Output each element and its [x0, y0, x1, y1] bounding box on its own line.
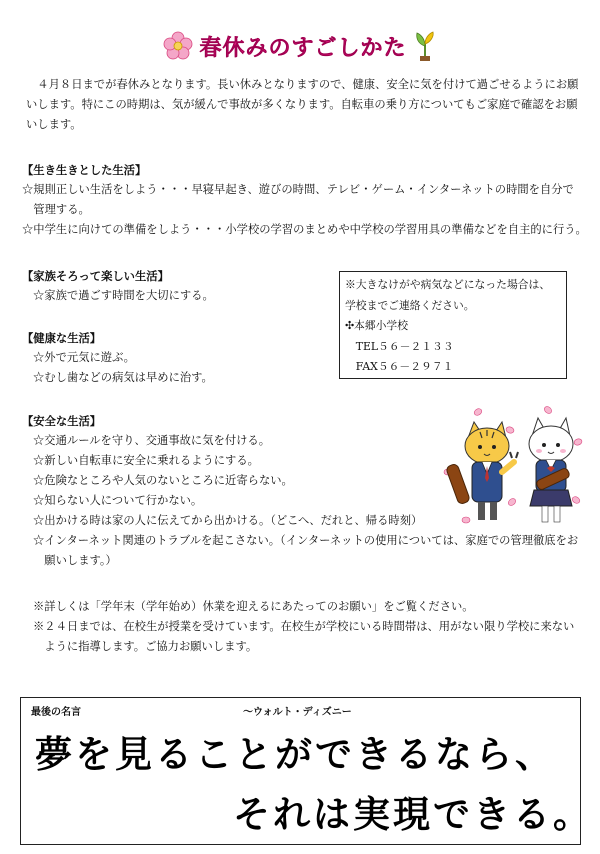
intro-line: いします。 — [26, 118, 82, 131]
quote-line-2: それは実現できる。 — [233, 792, 593, 836]
contact-box — [339, 271, 567, 379]
section-line: ☆交通ルールを守り、交通事故に気を付ける。 — [33, 434, 271, 447]
flower-icon — [162, 30, 194, 62]
intro-line: ４月８日までが春休みとなります。長い休みとなりますので、健康、安全に気を付けて過ごせるようにお願 — [26, 78, 579, 91]
note-line: ※２４日までは、在校生が授業を受けています。在校生が学校にいる時間帯は、用がない限り学校に来ない — [33, 620, 575, 633]
section-lively-life — [22, 160, 587, 240]
section-line: ☆むし歯などの病気は早めに治す。 — [33, 371, 213, 384]
page-title: 春休みのすごしかた — [199, 35, 407, 61]
note-line: ように指導します。ご協力お願いします。 — [33, 640, 258, 653]
sprout-icon — [412, 30, 438, 62]
section-line: ☆知らない人について行かない。 — [33, 494, 203, 507]
note-line: ※詳しくは「学年末（学年始め）休業を迎えるにあたってのお願い」をご覧ください。 — [33, 600, 474, 613]
section-heading: 【家族そろって楽しい生活】 — [22, 269, 169, 283]
contact-line: 学校までご連絡ください。 — [345, 298, 475, 312]
section-heading: 【健康な生活】 — [22, 331, 102, 345]
title-area — [0, 30, 600, 70]
section-line: 願いします。） — [33, 554, 117, 567]
section-line: ☆中学生に向けての準備をしよう・・・小学校の学習のまとめや中学校の学習用具の準備などを自主的に行う。 — [22, 223, 587, 236]
section-line: ☆危険なところや人気のないところに近寄らない。 — [33, 474, 293, 487]
intro-paragraph — [26, 75, 578, 135]
intro-line: いします。特にこの時期は、気が緩んで事故が多くなります。自転車の乗り方についてもご家庭で確認をお願 — [26, 98, 578, 111]
contact-line: ※大きなけがや病気などになった場合は、 — [345, 278, 551, 291]
cat-students-illustration — [440, 402, 585, 530]
section-heading: 【生き生きとした生活】 — [22, 163, 147, 177]
section-line: ☆家族で過ごす時間を大切にする。 — [33, 289, 214, 302]
quote-author: ～ウォルト・ディズニー — [243, 707, 352, 718]
contact-line: FAX５６－２９７１ — [345, 360, 454, 373]
section-line: 管理する。 — [22, 203, 90, 216]
section-family-life — [22, 266, 214, 306]
section-line: ☆出かける時は家の人に伝えてから出かける。（どこへ、だれと、帰る時刻） — [33, 514, 423, 527]
contact-line: ✣本郷小学校 — [345, 319, 409, 332]
section-line: ☆新しい自転車に安全に乗れるようにする。 — [33, 454, 259, 467]
quote-label: 最後の名言 — [31, 707, 81, 718]
section-healthy-life — [22, 328, 213, 388]
section-line: ☆規則正しい生活をしよう・・・早寝早起き、遊びの時間、テレビ・ゲーム・インターネットの時間を自分で — [22, 183, 574, 196]
section-line: ☆外で元気に遊ぶ。 — [33, 351, 135, 364]
contact-line: TEL５６－２１３３ — [345, 339, 454, 353]
section-heading: 【安全な生活】 — [22, 414, 102, 428]
quote-box — [20, 697, 593, 845]
notes — [33, 597, 574, 657]
quote-line-1: 夢を見ることができるなら、 — [35, 732, 555, 776]
section-line: ☆インターネット関連のトラブルを起こさない。（インターネットの使用については、家庭での管理徹底をお — [33, 534, 579, 547]
